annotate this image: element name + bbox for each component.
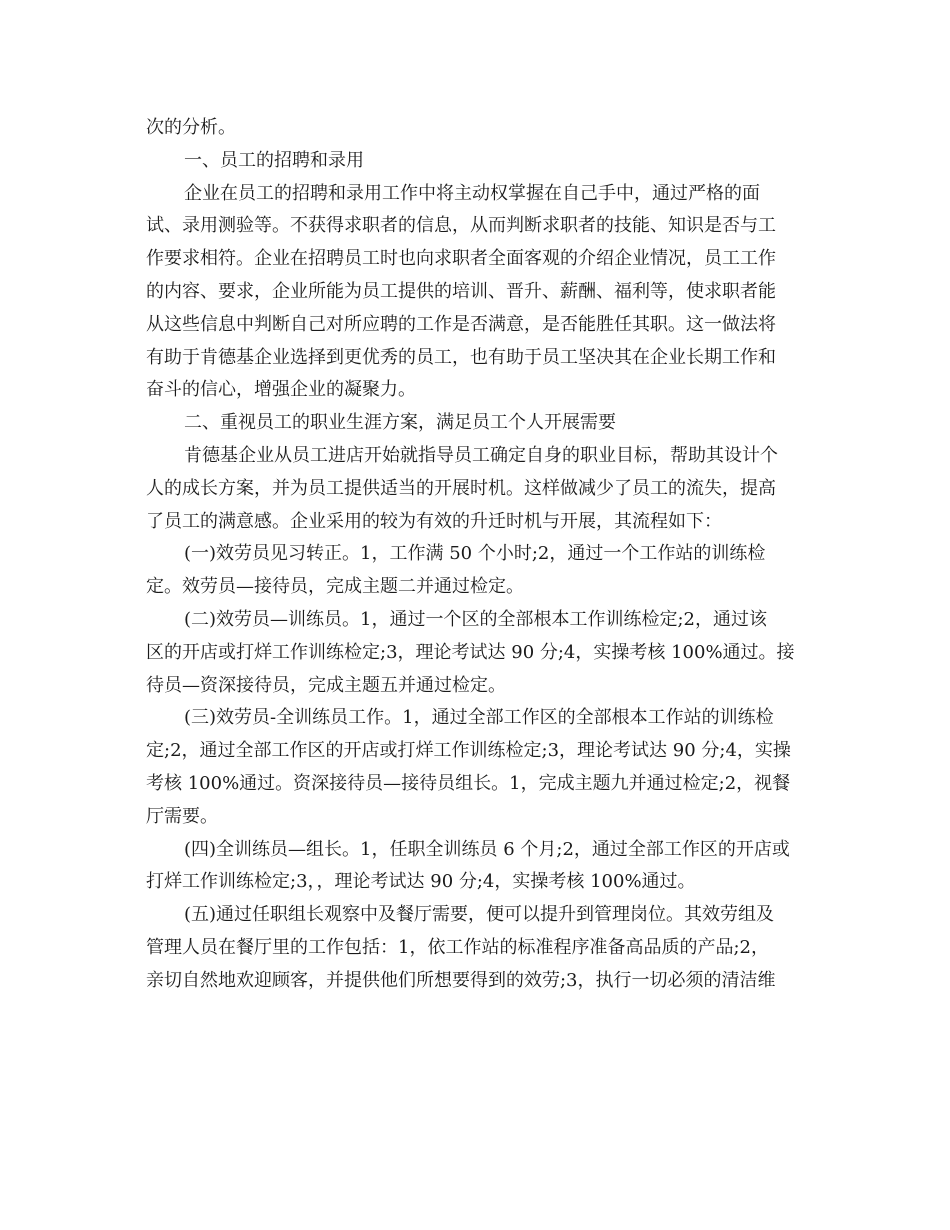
text-line: 定。效劳员—接待员，完成主题二并通过检定。: [146, 576, 524, 598]
text-line: 有助于肯德基企业选择到更优秀的员工，也有助于员工坚决其在企业长期工作和: [146, 346, 776, 368]
section-heading-career: 二、重视员工的职业生涯方案，满足员工个人开展需要: [184, 412, 616, 434]
text-line: 管理人员在餐厅里的工作包括：1，依工作站的标准程序准备高品质的产品;2，: [146, 936, 769, 958]
text-line: 从这些信息中判断自己对所应聘的工作是否满意，是否能胜任其职。这一做法将: [146, 313, 776, 335]
text-line: 了员工的满意感。企业采用的较为有效的升迁时机与开展，其流程如下：: [146, 510, 722, 532]
text-line: 厅需要。: [146, 805, 218, 827]
text-line: 区的开店或打烊工作训练检定;3，理论考试达 90 分;4，实操考核 100%通过。接: [146, 641, 795, 663]
text-line: 奋斗的信心，增强企业的凝聚力。: [146, 379, 416, 401]
text-line: 次的分析。: [146, 117, 236, 138]
text-line: 亲切自然地欢迎顾客，并提供他们所想要得到的效劳;3，执行一切必须的清洁维: [146, 969, 776, 991]
text-line: 定;2，通过全部工作区的开店或打烊工作训练检定;3，理论考试达 90 分;4，实操: [146, 740, 791, 762]
text-line: 的内容、要求，企业所能为员工提供的培训、晋升、薪酬、福利等，使求职者能: [146, 280, 776, 302]
section-heading-recruitment: 一、员工的招聘和录用: [184, 149, 364, 171]
list-item-5: (五)通过任职组长观察中及餐厅需要，便可以提升到管理岗位。其效劳组及: [184, 904, 775, 926]
list-item-1: (一)效劳员见习转正。1，工作满 50 个小时;2，通过一个工作站的训练检: [184, 543, 766, 565]
text-line: 作要求相符。企业在招聘员工时也向求职者全面客观的介绍企业情况，员工工作: [146, 248, 776, 270]
text-line: 企业在员工的招聘和录用工作中将主动权掌握在自己手中，通过严格的面: [184, 182, 760, 204]
text-line: 考核 100%通过。资深接待员—接待员组长。1，完成主题九并通过检定;2，视餐: [146, 772, 791, 794]
list-item-4: (四)全训练员—组长。1，任职全训练员 6 个月;2，通过全部工作区的开店或: [184, 838, 790, 860]
text-line: 试、录用测验等。不获得求职者的信息，从而判断求职者的技能、知识是否与工: [146, 215, 776, 237]
text-line: 肯德基企业从员工进店开始就指导员工确定自身的职业目标，帮助其设计个: [184, 444, 778, 466]
text-line: 待员—资深接待员，完成主题五并通过检定。: [146, 674, 506, 696]
list-item-3: (三)效劳员-全训练员工作。1，通过全部工作区的全部根本工作站的训练检: [184, 707, 774, 729]
document-body: [146, 112, 818, 998]
text-line: 打烊工作训练检定;3，，理论考试达 90 分;4，实操考核 100%通过。: [146, 871, 696, 893]
text-line: 人的成长方案，并为员工提供适当的开展时机。这样做减少了员工的流失，提高: [146, 477, 776, 499]
list-item-2: (二)效劳员—训练员。1，通过一个区的全部根本工作训练检定;2，通过该: [184, 608, 768, 630]
